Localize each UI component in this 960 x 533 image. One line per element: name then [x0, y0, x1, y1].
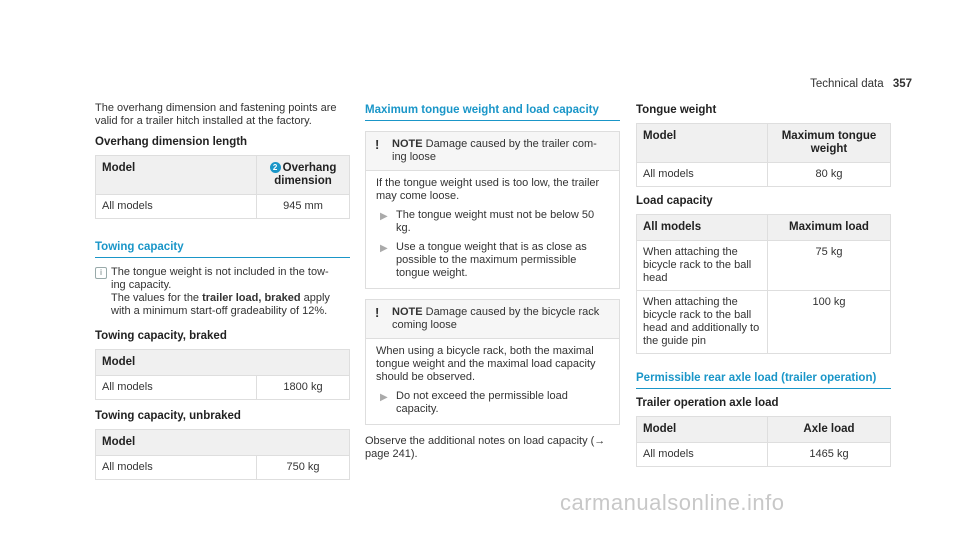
unbraked-table [95, 429, 350, 480]
load-col-max: Maximum load [768, 215, 891, 241]
unbraked-row-model: All models [96, 456, 257, 480]
column-middle [365, 104, 620, 461]
tongue-row-value: 80 kg [768, 163, 891, 187]
page-number: 357 [892, 78, 912, 90]
exclamation-icon: ! [375, 137, 380, 152]
overhang-heading: Overhang dimension length [95, 136, 248, 148]
note-bicycle [365, 299, 620, 425]
towing-info-line1: The tongue weight is not included in the tow- [111, 266, 329, 278]
triangle-right-icon: ▶ [380, 243, 388, 254]
axle-col-model: Model [637, 417, 768, 443]
load-capacity-heading: Load capacity [636, 195, 713, 207]
load-row-2-label: When attaching the bicycle rack to the ball head and additionally to the guide pin [637, 291, 768, 354]
load-capacity-table [636, 214, 891, 354]
note-bicycle-step-1-text: Do not exceed the permissible load capacity. [396, 390, 568, 415]
braked-col-model: Model [96, 350, 350, 376]
overhang-col-dim-label: Overhang dimension [274, 162, 337, 187]
towing-info-line2: ing capacity. [111, 279, 172, 291]
overhang-row-model: All models [96, 195, 257, 219]
braked-table [95, 349, 350, 400]
towing-info-line4: with a minimum start-off gradeability of 12%. [111, 305, 328, 317]
load-row-1-value: 75 kg [768, 241, 891, 291]
rear-axle-heading: Permissible rear axle load (trailer operation) [636, 372, 891, 389]
note-bicycle-body [366, 339, 619, 424]
load-row-2-value: 100 kg [768, 291, 891, 354]
intro-text: The overhang dimension and fastening points are valid for a trailer hitch installed at the factory. [95, 102, 337, 127]
load-col-model: All models [637, 215, 768, 241]
unbraked-heading: Towing capacity, unbraked [95, 410, 241, 422]
exclamation-icon: ! [375, 305, 380, 320]
braked-heading: Towing capacity, braked [95, 330, 227, 342]
note-trailer-step-1-text: The tongue weight must not be below 50 kg. [396, 209, 595, 234]
site-watermark: carmanualsonline.info [560, 490, 785, 515]
note-trailer-body [366, 171, 619, 288]
tongue-weight-table [636, 123, 891, 187]
note-trailer-header [366, 132, 619, 171]
note-bicycle-header [366, 300, 619, 339]
note-trailer-text: If the tongue weight used is too low, the trailer may come loose. [376, 177, 600, 202]
towing-info-line3 [111, 292, 350, 305]
tongue-col-max: Maximum tongue weight [768, 124, 891, 163]
tongue-load-heading: Maximum tongue weight and load capacity [365, 104, 620, 121]
note-trailer-step-2-text: Use a tongue weight that is as close as possible to the maximum permissible tongue weight. [396, 241, 587, 279]
info-icon: i [95, 267, 107, 279]
towing-info [95, 266, 350, 318]
tongue-col-model: Model [637, 124, 768, 163]
unbraked-col-model: Model [96, 430, 350, 456]
braked-row-value: 1800 kg [257, 376, 350, 400]
overhang-row-value: 945 mm [257, 195, 350, 219]
trailer-axle-heading: Trailer operation axle load [636, 397, 779, 409]
axle-row-value: 1465 kg [768, 443, 891, 467]
triangle-right-icon: ▶ [380, 211, 388, 222]
towing-info-line3-bold: trailer load, braked [202, 292, 301, 304]
load-row-1-label: When attaching the bicycle rack to the ball head [637, 241, 768, 291]
axle-col-load: Axle load [768, 417, 891, 443]
axle-row-model: All models [637, 443, 768, 467]
column-left [95, 102, 350, 480]
note-bicycle-step-1 [376, 390, 611, 416]
note-trailer-step-2 [376, 241, 611, 280]
trailer-axle-table [636, 416, 891, 467]
page-header [792, 78, 912, 91]
triangle-right-icon: ▶ [380, 392, 388, 403]
towing-heading: Towing capacity [95, 241, 350, 258]
note-bicycle-title: Damage caused by the bicycle rack coming loose [392, 306, 600, 331]
overhang-col-dim [257, 156, 350, 195]
note-trailer-label: NOTE [392, 138, 423, 150]
note-bicycle-text: When using a bicycle rack, both the maximal tongue weight and the maximal load capacity should be observed. [376, 345, 596, 383]
tongue-weight-heading: Tongue weight [636, 104, 717, 116]
towing-info-line3-post: apply [300, 292, 330, 304]
note-bicycle-label: NOTE [392, 306, 423, 318]
braked-row-model: All models [96, 376, 257, 400]
overhang-col-model: Model [96, 156, 257, 195]
note-trailer-step-1 [376, 209, 611, 235]
towing-info-line3-pre: The values for the [111, 292, 203, 304]
note-trailer-title: Damage caused by the trailer com-ing loose [392, 138, 597, 163]
column-right [636, 104, 891, 467]
note-trailer [365, 131, 620, 289]
unbraked-row-value: 750 kg [257, 456, 350, 480]
overhang-table [95, 155, 350, 219]
tongue-row-model: All models [637, 163, 768, 187]
section-title: Technical data [810, 78, 884, 90]
callout-number: 2 [270, 162, 281, 173]
load-capacity-reference[interactable]: Observe the additional notes on load capacity (→ page 241). [365, 435, 606, 460]
